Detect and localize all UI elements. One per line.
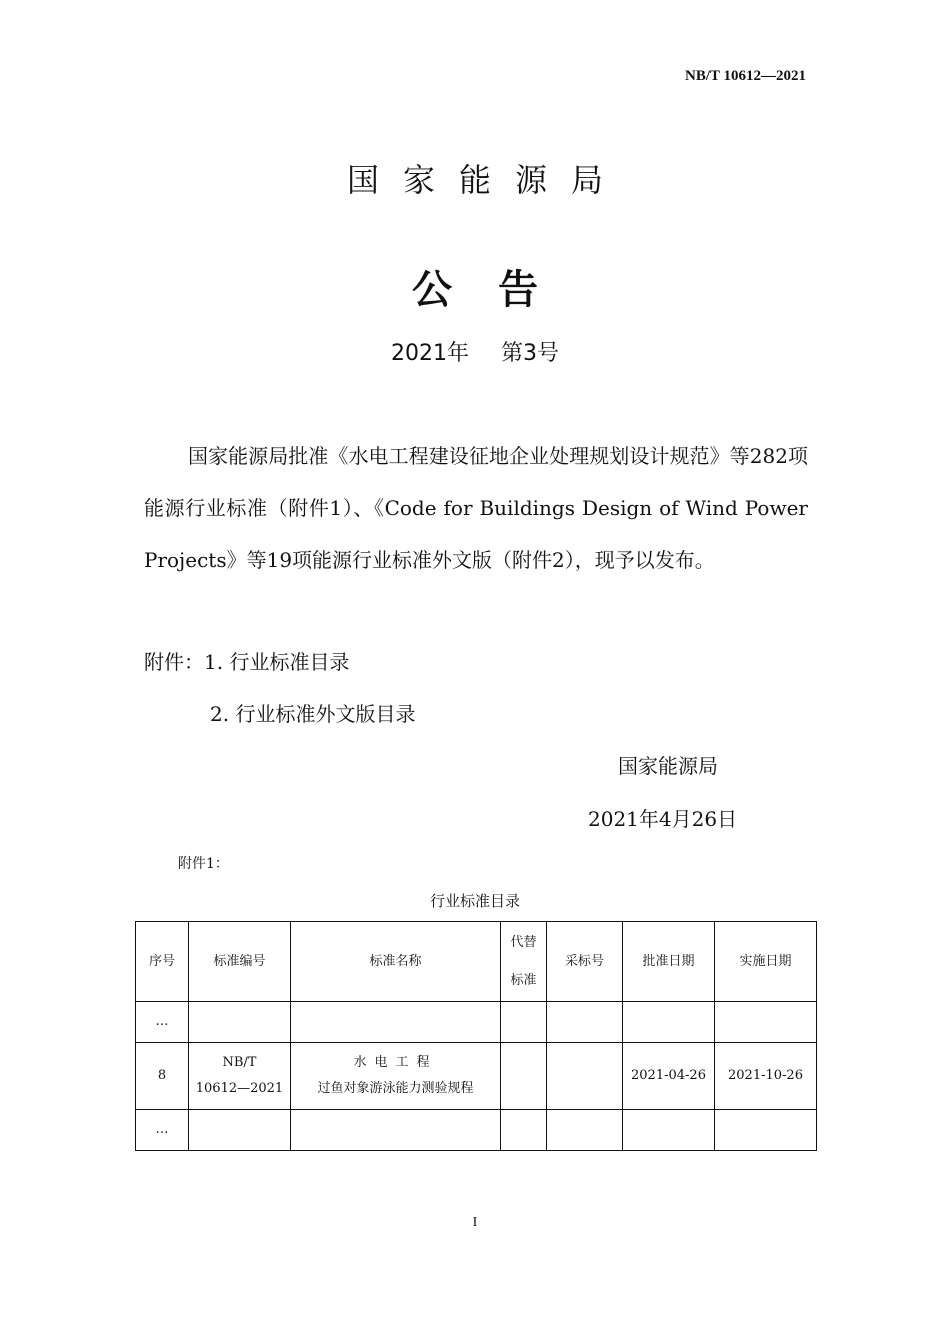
table-cell: … xyxy=(136,1110,189,1151)
table-cell: … xyxy=(136,1002,189,1043)
issue-no: 第3号 xyxy=(501,341,559,366)
table-row xyxy=(136,1002,817,1043)
table-row xyxy=(136,1110,817,1151)
table-cell: 8 xyxy=(136,1043,189,1110)
column-header: 批准日期 xyxy=(623,922,715,1002)
table-header-row xyxy=(136,922,817,1002)
table-cell xyxy=(291,1043,501,1110)
table-cell: 2021-10-26 xyxy=(715,1043,817,1110)
table-cell xyxy=(715,1002,817,1043)
standard-name-line: 水电工程 xyxy=(353,1055,438,1070)
column-header: 标准编号 xyxy=(189,922,291,1002)
table-cell xyxy=(623,1002,715,1043)
table-title: 行业标准目录 xyxy=(429,892,520,910)
table-cell xyxy=(291,1110,501,1151)
column-header: 序号 xyxy=(136,922,189,1002)
notice-body: 国家能源局批准《水电工程建设征地企业处理规划设计规范》等282项能源行业标准（附件1）、《Code for Buildings Design of Wind Power Projects》等19项能源行业标准外文版（附件2），现予以发布。 xyxy=(144,444,808,572)
table-cell xyxy=(547,1110,623,1151)
column-header: 实施日期 xyxy=(715,922,817,1002)
standard-name-line: 过鱼对象游泳能力测验规程 xyxy=(317,1081,474,1096)
table-cell: 2021-04-26 xyxy=(623,1043,715,1110)
standards-table xyxy=(135,921,817,1151)
table-cell xyxy=(547,1002,623,1043)
table-cell xyxy=(501,1043,547,1110)
table-cell xyxy=(189,1002,291,1043)
table-cell xyxy=(715,1110,817,1151)
table-cell xyxy=(189,1110,291,1151)
attachment-list-item-1: 附件：1. 行业标准目录 xyxy=(144,650,350,674)
standard-code: NB/T 10612—2021 xyxy=(685,68,806,84)
standard-code-line: 10612—2021 xyxy=(195,1081,284,1096)
table-cell xyxy=(501,1002,547,1043)
issue-number xyxy=(0,336,950,367)
table-cell xyxy=(291,1002,501,1043)
table-cell xyxy=(189,1043,291,1110)
table-cell xyxy=(623,1110,715,1151)
column-header: 标准名称 xyxy=(291,922,501,1002)
notice-title: 公告 xyxy=(412,267,584,313)
table-row xyxy=(136,1043,817,1110)
agency-name: 国家能源局 xyxy=(346,161,627,199)
issue-year: 2021年 xyxy=(391,341,469,366)
attachment-label: 附件1： xyxy=(178,856,229,872)
table-cell xyxy=(501,1110,547,1151)
signature-org: 国家能源局 xyxy=(618,754,718,778)
column-header: 采标号 xyxy=(547,922,623,1002)
column-header: 代替标准 xyxy=(501,922,547,1002)
standard-code-line: NB/T xyxy=(222,1055,257,1070)
table-cell xyxy=(547,1043,623,1110)
attachment-list-item-2: 2. 行业标准外文版目录 xyxy=(210,702,416,726)
page-number: I xyxy=(472,1215,478,1230)
signature-date: 2021年4月26日 xyxy=(588,807,738,831)
